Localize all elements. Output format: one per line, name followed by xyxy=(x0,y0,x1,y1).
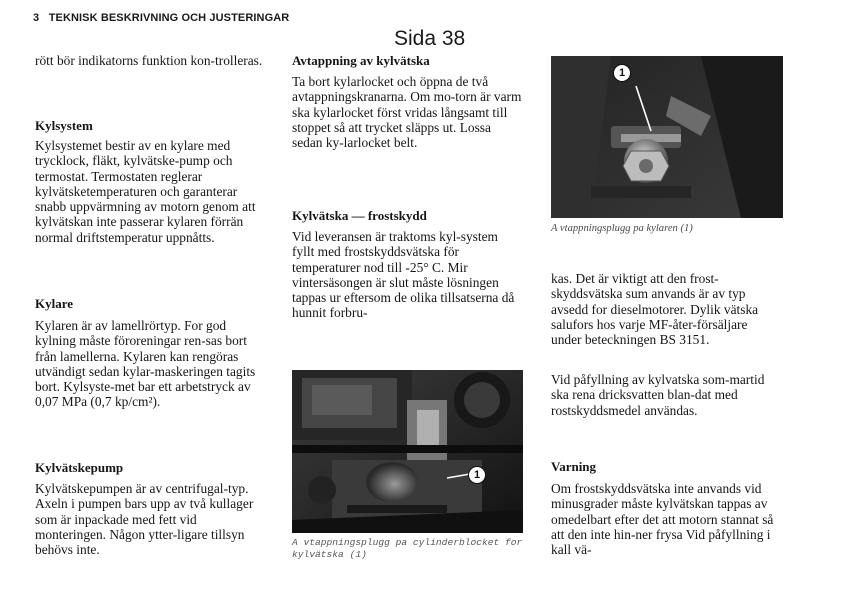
heading-frostskydd: Kylvätska — frostskydd xyxy=(292,208,427,223)
paragraph-frostskydd xyxy=(292,229,523,321)
body-text: kas. Det är viktigt att den frost-skyddsvätska sum anvands är av typ avsedd for dieselmotorer. Dylik vätska salufors hos varje MF-åter-försäljare under beteckningen BS 3151. xyxy=(551,271,759,348)
engine-block-illustration xyxy=(292,370,523,533)
paragraph-avtappning xyxy=(292,74,523,150)
column-left xyxy=(35,53,266,68)
paragraph-pafyllning xyxy=(551,372,779,418)
chapter-title: TEKNISK BESKRIVNING OCH JUSTERINGAR xyxy=(48,12,290,24)
callout-marker: 1 xyxy=(613,64,631,82)
radiator-illustration xyxy=(551,56,783,218)
heading-kylsystem: Kylsystem xyxy=(35,118,93,133)
heading-kylvatskepump: Kylvätskepump xyxy=(35,460,124,475)
body-text: Kylsystemet bestir av en kylare med trycklock, fläkt, kylvätske-pump och termostat. Termostaten reglerar kylvätsketemperaturen och garanterar snabb uppvärmning av motorn genom att kylvätskan inte passerar kylaren förrän normal driftstemperatur uppnåtts. xyxy=(35,138,256,245)
paragraph-kylvatskepump xyxy=(35,481,266,557)
drain-plug-cylinder-block-photo xyxy=(292,370,523,533)
paragraph-kylsystem xyxy=(35,138,266,245)
paragraph-frostskydd-continued xyxy=(551,271,779,347)
paragraph-kylare xyxy=(35,318,266,410)
paragraph-varning xyxy=(551,481,779,557)
body-text: Kylvätskepumpen är av centrifugal-typ. Axeln i pumpen bars upp av två kullager som är inpackade med fett vid monteringen. Någon ytter-ligare tillsyn behövs inte. xyxy=(35,481,254,558)
heading-kylare: Kylare xyxy=(35,296,74,311)
running-head xyxy=(33,12,289,24)
chapter-number: 3 xyxy=(33,12,40,24)
heading-varning: Varning xyxy=(551,459,597,474)
drain-plug-radiator-photo xyxy=(551,56,783,218)
figure-caption-cylinder-block: A vtappningsplugg pa cylinderblocket for kylvätska (1) xyxy=(292,537,523,560)
body-text: Vid leveransen är traktoms kyl-system fyllt med frostskyddsvätska för temperaturer nod till -25° C. Mir vintersäsongen är slut måste lösningen tappas ur eftersom de olika tillsatserna då hunnit forbru- xyxy=(292,229,515,321)
page-marker: Sida 38 xyxy=(394,27,466,50)
body-text: Vid påfyllning av kylvatska som-martid ska rena dricksvatten blan-dat med rostskyddsmedel användas. xyxy=(551,372,765,418)
callout-marker: 1 xyxy=(468,466,486,484)
heading-avtappning: Avtappning av kylvätska xyxy=(292,53,430,68)
body-text: Om frostskyddsvätska inte anvands vid minusgrader måste kylvätskan tappas av omedelbart efter det att motorn stannat så att den inte hin-ner frysa Vid påfyllning i kall vä- xyxy=(551,481,774,558)
intro-paragraph: rött bör indikatorns funktion kon-trolleras. xyxy=(35,53,263,68)
body-text: Kylaren är av lamellrörtyp. For god kylning måste föroreningar ren-sas bort från lamellerna. Kylaren kan rengöras utvändigt sedan kylar-maskeringen tagits bort. Kylsyste-met bar ett arbetstryck av 0,07 MPa (0,7 kp/cm²). xyxy=(35,318,256,410)
figure-caption-radiator: A vtappningsplugg pa kylaren (1) xyxy=(551,223,693,234)
body-text: Ta bort kylarlocket och öppna de två avtappningskranarna. Om mo-torn är varm ska kylarlocket först vridas långsamt till stoppet så att trycket släpps ut. Lossa sedan ky-larlocket belt. xyxy=(292,74,522,151)
